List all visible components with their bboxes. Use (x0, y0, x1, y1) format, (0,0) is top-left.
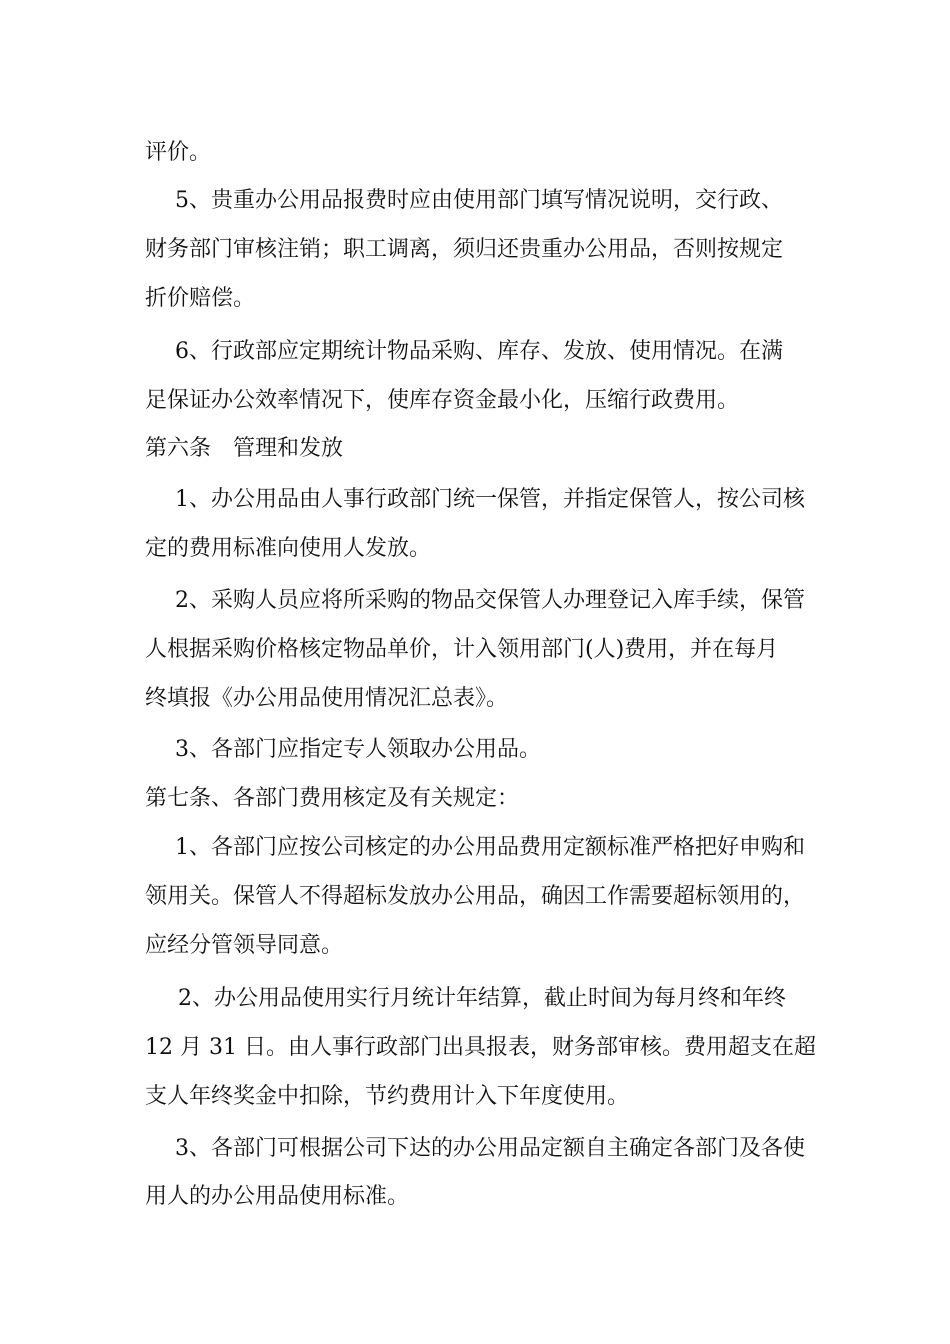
text-line-15: 1、各部门应按公司核定的办公用品费用定额标准严格把好申购和 (175, 835, 805, 860)
text-line-8: 1、办公用品由人事行政部门统一保管，并指定保管人，按公司核 (175, 487, 805, 512)
text-line-11: 人根据采购价格核定物品单价，计入领用部门(人)费用，并在每月 (145, 637, 779, 662)
text-line-16: 领用关。保管人不得超标发放办公用品，确因工作需要超标领用的， (145, 884, 806, 909)
text-line-18: 2、办公用品使用实行月统计年结算，截止时间为每月终和年终 (178, 986, 786, 1011)
section-heading-article-6: 第六条 管理和发放 (145, 436, 344, 461)
text-line-22: 用人的办公用品使用标准。 (145, 1184, 410, 1209)
text-line-20: 支人年终奖金中扣除，节约费用计入下年度使用。 (145, 1084, 630, 1109)
text-line-9: 定的费用标准向使用人发放。 (145, 536, 432, 561)
text-line-6: 足保证办公效率情况下，使库存资金最小化，压缩行政费用。 (145, 388, 740, 413)
text-line-12: 终填报《办公用品使用情况汇总表》。 (145, 686, 509, 711)
text-line-10: 2、采购人员应将所采购的物品交保管人办理登记入库手续，保管 (175, 588, 805, 613)
text-line-2: 5、贵重办公用品报费时应由使用部门填写情况说明，交行政、 (175, 188, 783, 213)
text-line-17: 应经分管领导同意。 (145, 933, 344, 958)
text-line-19: 12 月 31 日。由人事行政部门出具报表，财务部审核。费用超支在超 (145, 1035, 816, 1060)
text-line-3: 财务部门审核注销；职工调离，须归还贵重办公用品，否则按规定 (145, 237, 784, 262)
section-heading-article-7: 第七条、各部门费用核定及有关规定： (145, 786, 520, 811)
text-line-5: 6、行政部应定期统计物品采购、库存、发放、使用情况。在满 (175, 339, 783, 364)
text-line-13: 3、各部门应指定专人领取办公用品。 (175, 737, 541, 762)
text-line-21: 3、各部门可根据公司下达的办公用品定额自主确定各部门及各使 (175, 1136, 805, 1161)
text-line-1: 评价。 (145, 140, 212, 165)
text-line-4: 折价赔偿。 (145, 286, 256, 311)
